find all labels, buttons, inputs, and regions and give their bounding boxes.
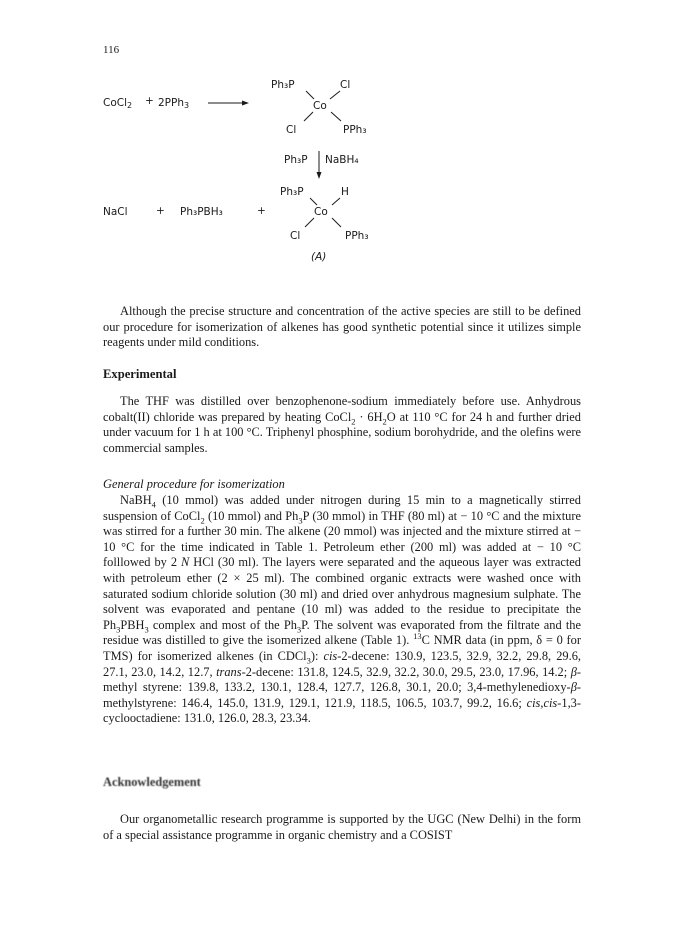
intro-paragraph [103,304,581,351]
intro-paragraph-text: Although the precise structure and concentration of the active species are still to be defined our procedure for isomerization of alkenes has good synthetic potential since it utilizes simple reagents under mild conditions. [103,304,581,350]
section-heading-experimental: Experimental [103,367,177,381]
compound-label-a: (A) [311,251,327,263]
experimental-paragraph [103,394,581,456]
subheading-general-procedure: General procedure for isomerization [103,477,285,491]
procedure-paragraph [103,493,581,727]
page-number: 116 [103,44,120,56]
vertical-arrowhead [317,172,322,179]
plus-sign: + [145,95,154,107]
complex1-ligand-top-right: Cl [340,79,351,91]
complex1-ligand-bottom-right: PPh₃ [343,124,367,136]
cobalt-complex-a [280,186,369,242]
acknowledgement-paragraph [103,812,581,843]
complex2-ligand-bottom-left: Cl [290,230,301,242]
complex2-ligand-top-right: H [341,186,349,198]
complex1-cobalt: Co [313,100,327,112]
reagent-nabh4: NaBH₄ [325,154,359,166]
section-heading-acknowledgement: Acknowledgement [103,775,201,789]
complex1-ligand-top-left: Ph₃P [271,79,295,91]
reaction-arrowhead [242,101,249,106]
cobalt-complex-1 [271,79,367,136]
experimental-paragraph-text: The THF was distilled over benzophenone-sodium immediately before use. Anhydrous cobalt(II) chloride was prepared by heating CoCl$_2$ · $6H_2O$ at 110 °C for 24 h and further dried under vacuum for 1 h at 100 °C. Triphenyl phosphine, sodium borohydride, and the olefins were commercial samples. [103,394,581,455]
complex1-ligand-bottom-left: Cl [286,124,297,136]
complex2-ligand-top-left: Ph₃P [280,186,304,198]
procedure-paragraph-text: NaBH$_4$ (10 mmol) was added under nitrogen during 15 min to a magnetically stirred suspension of CoCl$_2$ (10 mmol) and $Ph_3P$ (30 mmol) in THF (80 ml) at − 10 °C and the mixture was stirred for a further 30 min. The alkene (20 mmol) was injected and the mixture stirred at − 10 °C for the time indicated in Table 1. Petroleum ether (200 ml) was added at − 10 °C folllowed by 2 N HCl (30 ml). The layers were separated and the aqueous layer was extracted with petroleum ether (2 × 25 ml). The combined organic extracts were washed once with saturated sodium chloride solution (30 ml) and dried over anhydrous magnesium sulphate. The solvent was evaporated and pentane (10 ml) was added to the residue to precipitate the $Ph_3PBH_3$ complex and most of the $Ph_3P$. The solvent was evaporated from the filtrate and the residue was distilled to give the isomerized alkene (Table 1). $^{13}$C NMR data (in ppm, δ = 0 for TMS) for isomerized alkenes (in CDCl$_3$): cis-2-decene: 130.9, 123.5, 32.9, 32.2, 29.8, 29.6, 27.1, 23.0, 14.2, 12.7, trans-2-decene: 131.8, 124.5, 32.9, 32.2, 30.0, 29.5, 23.0, 17.96, 14.2; β-methyl styrene: 139.8, 133.2, 130.1, 128.4, 127.7, 126.8, 30.1, 20.0; 3,4-methylenedioxy-β-methylstyrene: 146.4, 145.0, 131.9, 129.1, 121.9, 118.5, 106.5, 103.7, 99.2, 16.6; cis,cis-1,3-cyclooctadiene: 131.0, 126.0, 28.3, 23.34. [103,493,581,726]
complex2-cobalt: Co [314,206,328,218]
product-nacl: NaCl [103,206,128,218]
reactant-pph3: 2PPh3 [158,97,190,110]
reactant-cocl2: CoCl2 [103,97,133,110]
product-ph3pbh3: Ph₃PBH₃ [180,206,223,218]
acknowledgement-paragraph-text: Our organometallic research programme is supported by the UGC (New Delhi) in the form of a special assistance programme in organic chemistry and a COSIST [103,812,581,842]
reaction-scheme [0,0,680,280]
complex2-ligand-bottom-right: PPh₃ [345,230,369,242]
plus-sign-3: + [257,205,266,217]
reagent-pph3: Ph₃P [284,154,308,166]
plus-sign-2: + [156,205,165,217]
